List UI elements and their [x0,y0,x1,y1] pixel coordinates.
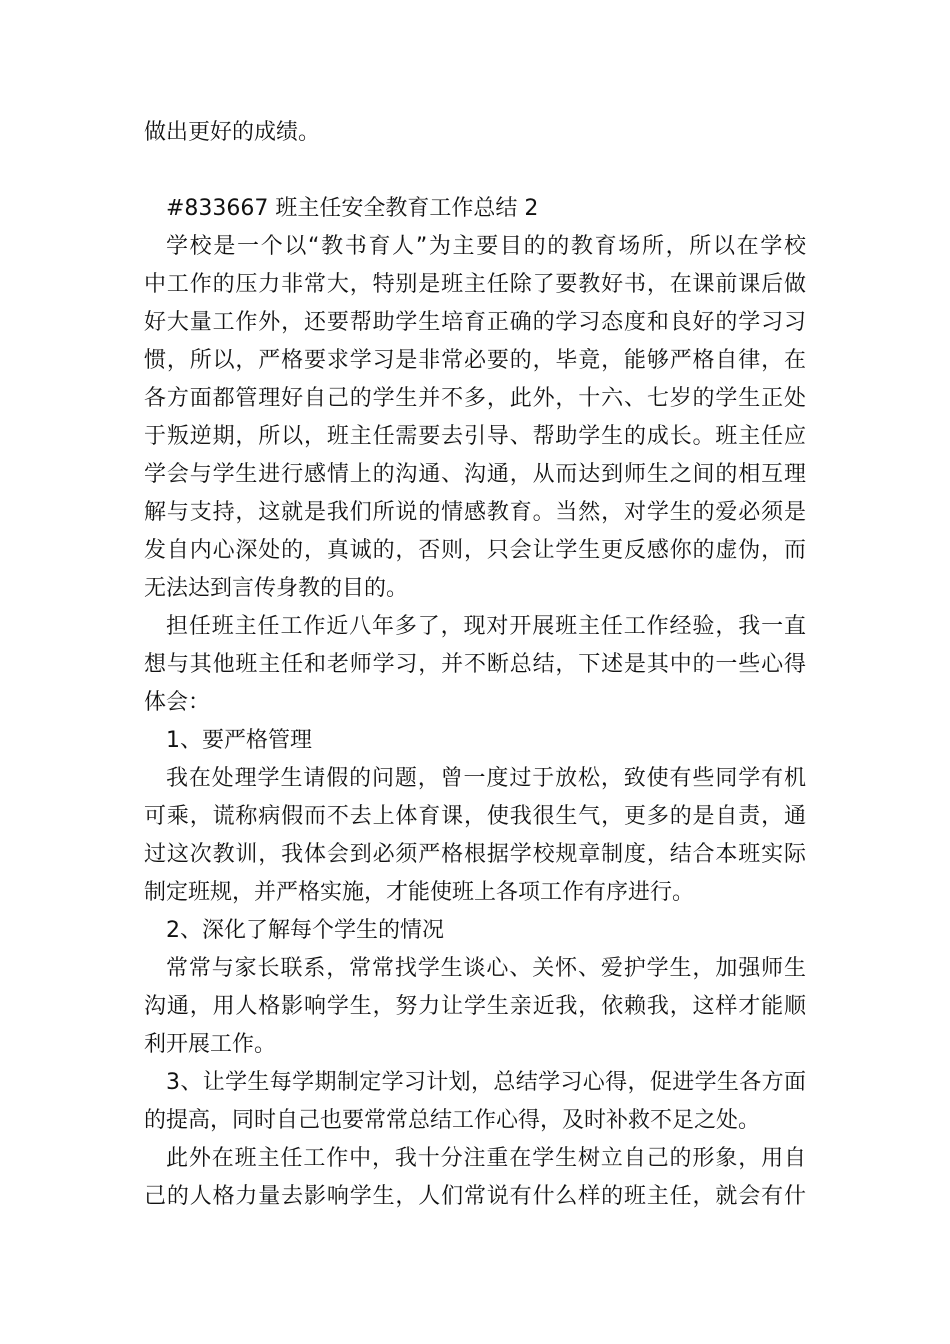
paragraph-line: 于叛逆期，所以，班主任需要去引导、帮助学生的成长。班主任应 [144,424,806,449]
paragraph-line: 制定班规，并严格实施，才能使班上各项工作有序进行。 [144,880,695,905]
item-2-heading: 2、深化了解每个学生的情况 [166,918,444,943]
item-2-body [144,950,806,1064]
paragraph-2 [144,608,806,722]
paragraph-line: 各方面都管理好自己的学生并不多，此外，十六、七岁的学生正处 [144,386,806,411]
paragraph-line: 常常与家长联系，常常找学生谈心、关怀、爱护学生，加强师生 [166,956,806,981]
item-1-heading: 1、要严格管理 [166,728,312,753]
section-title: #833667 班主任安全教育工作总结 2 [166,196,539,221]
paragraph-line: 中工作的压力非常大，特别是班主任除了要教好书，在课前课后做 [144,272,806,297]
paragraph-line: 担任班主任工作近八年多了，现对开展班主任工作经验，我一直 [166,614,806,639]
document-body [144,114,806,1216]
paragraph-gap [144,152,806,190]
paragraph-line: 学校是一个以“教书育人”为主要目的的教育场所，所以在学校 [166,234,806,259]
paragraph-line: 惯，所以，严格要求学习是非常必要的，毕竟，能够严格自律，在 [144,348,806,373]
item-1-body [144,760,806,912]
paragraph-line: 此外在班主任工作中，我十分注重在学生树立自己的形象，用自 [166,1146,806,1171]
paragraph-line: 好大量工作外，还要帮助学生培育正确的学习态度和良好的学习习 [144,310,806,335]
item-3-body [144,1064,806,1140]
paragraph-line: 利开展工作。 [144,1032,277,1057]
paragraph-line: 的提高，同时自己也要常常总结工作心得，及时补救不足之处。 [144,1108,761,1133]
paragraph-line: 无法达到言传身教的目的。 [144,576,409,601]
closing-paragraph [144,1140,806,1216]
paragraph-line: 过这次教训，我体会到必须严格根据学校规章制度，结合本班实际 [144,842,806,867]
paragraph-line: 我在处理学生请假的问题，曾一度过于放松，致使有些同学有机 [166,766,806,791]
paragraph-line: 解与支持，这就是我们所说的情感教育。当然，对学生的爱必须是 [144,500,806,525]
paragraph-line: 3、让学生每学期制定学习计划，总结学习心得，促进学生各方面 [166,1070,806,1095]
continuation-line: 做出更好的成绩。 [144,120,321,145]
paragraph-line: 可乘，谎称病假而不去上体育课，使我很生气，更多的是自责，通 [144,804,806,829]
paragraph-line: 学会与学生进行感情上的沟通、沟通，从而达到师生之间的相互理 [144,462,806,487]
paragraph-1 [144,228,806,608]
paragraph-line: 发自内心深处的，真诚的，否则，只会让学生更反感你的虚伪，而 [144,538,806,563]
paragraph-line: 体会： [144,690,211,715]
paragraph-line: 己的人格力量去影响学生，人们常说有什么样的班主任，就会有什 [144,1184,806,1209]
paragraph-line: 沟通，用人格影响学生，努力让学生亲近我，依赖我，这样才能顺 [144,994,806,1019]
paragraph-line: 想与其他班主任和老师学习，并不断总结，下述是其中的一些心得 [144,652,806,677]
